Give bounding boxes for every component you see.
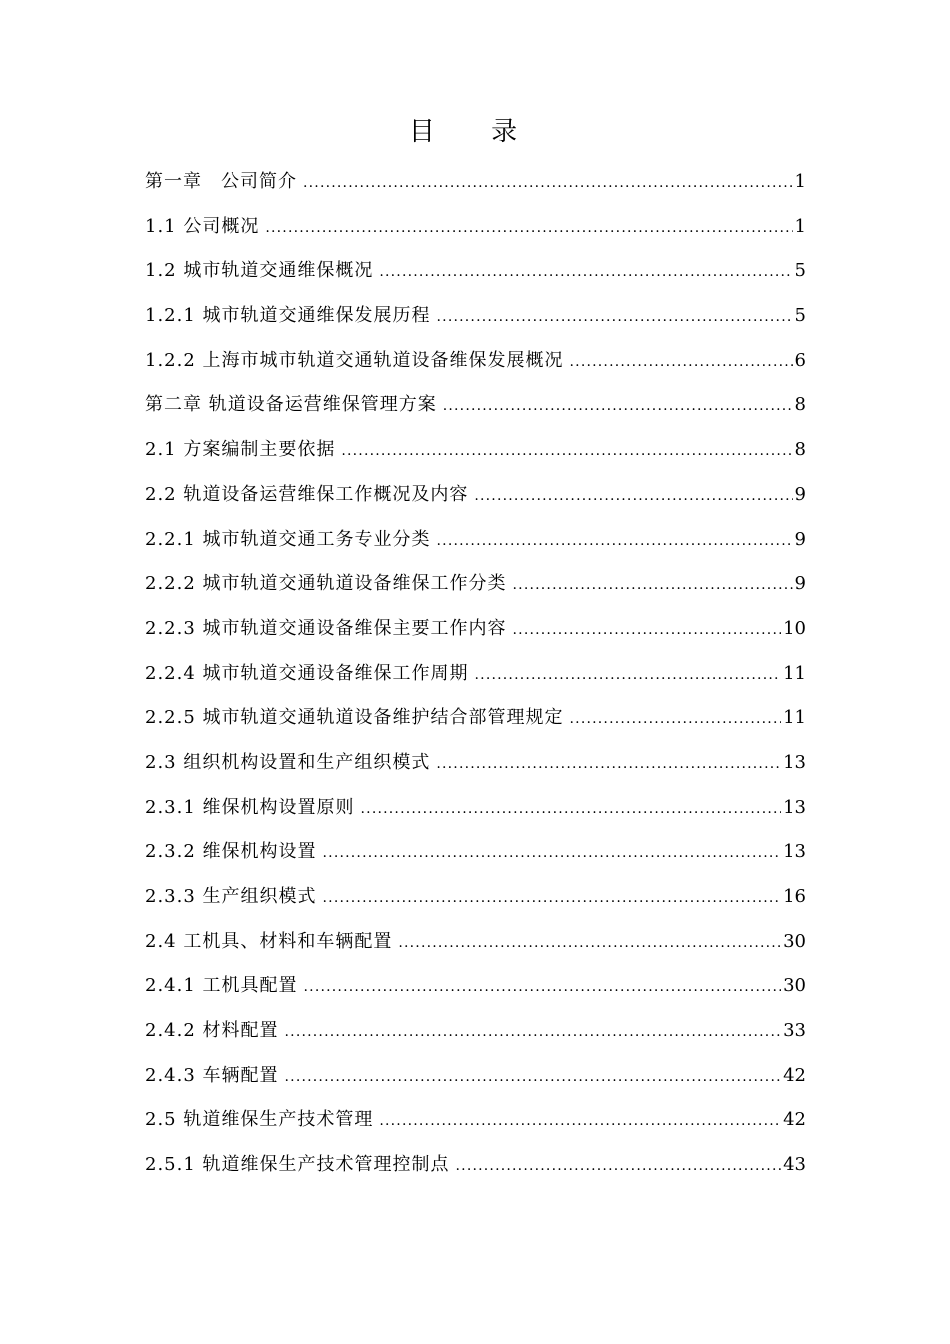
toc-entry[interactable] [145,210,806,255]
toc-entry-page: 30 [783,975,806,997]
toc-entry-page: 43 [783,1154,806,1176]
toc-entry-page: 13 [783,796,806,818]
toc-entry-label: 1.1 公司概况 [145,215,260,237]
toc-dot-leader [436,747,781,781]
toc-dot-leader [265,211,792,245]
toc-entry-label: 2.2.2 城市轨道交通轨道设备维保工作分类 [145,573,507,595]
toc-entry[interactable] [145,969,806,1014]
toc-dot-leader [379,255,792,289]
toc-entry-page: 1 [794,215,806,237]
toc-entry[interactable] [145,925,806,970]
toc-entry[interactable] [145,791,806,836]
toc-entry-page: 13 [783,751,806,773]
page-title: 目 录 [408,117,542,147]
toc-entry-label: 1.2.1 城市轨道交通维保发展历程 [145,305,431,327]
toc-entry-page: 13 [783,841,806,863]
toc-entry-page: 33 [783,1020,806,1042]
toc-dot-leader [474,479,792,513]
toc-entry[interactable] [145,1103,806,1148]
toc-dot-leader [323,836,782,870]
toc-entry-page: 10 [783,617,806,639]
toc-entry-page: 9 [794,573,806,595]
toc-dot-leader [513,613,782,647]
toc-dot-leader [513,568,793,602]
toc-entry[interactable] [145,746,806,791]
toc-dot-leader [341,434,792,468]
toc-entry-label: 2.2.1 城市轨道交通工务专业分类 [145,528,431,550]
toc-entry[interactable] [145,254,806,299]
toc-entry-label: 2.3.1 维保机构设置原则 [145,796,355,818]
toc-entry-label: 2.4.1 工机具配置 [145,975,298,997]
toc-entry-page: 8 [794,394,806,416]
toc-entry-label: 2.1 方案编制主要依据 [145,439,336,461]
toc-entry-page: 5 [794,260,806,282]
toc-dot-leader [303,166,793,200]
toc-entry-page: 11 [783,662,806,684]
toc-entry[interactable] [145,299,806,344]
toc-entry[interactable] [145,567,806,612]
toc-dot-leader [285,1060,782,1094]
toc-entry[interactable] [145,523,806,568]
toc-entry[interactable] [145,165,806,210]
toc-entry-page: 16 [783,886,806,907]
toc-entry-label: 2.2.5 城市轨道交通轨道设备维护结合部管理规定 [145,707,564,729]
toc-entry[interactable] [145,1059,806,1104]
toc-entry-label: 2.4.2 材料配置 [145,1020,279,1042]
toc-entry[interactable] [145,344,806,389]
toc-dot-leader [323,881,782,915]
toc-entry-label: 1.2.2 上海市城市轨道交通轨道设备维保发展概况 [145,349,564,371]
toc-entry-page: 1 [794,171,806,192]
toc-entry-page: 9 [794,483,806,505]
toc-entry[interactable] [145,1148,806,1193]
toc-entry[interactable] [145,388,806,433]
toc-entry-label: 第一章 公司简介 [145,171,297,192]
toc-entry-label: 第二章 轨道设备运营维保管理方案 [145,394,437,416]
toc-dot-leader [570,702,782,736]
table-of-contents [145,165,806,1193]
toc-dot-leader [475,658,782,692]
toc-entry-page: 6 [794,349,806,371]
toc-entry-page: 8 [794,439,806,461]
toc-dot-leader [304,970,782,1004]
toc-entry-label: 2.3.3 生产组织模式 [145,886,317,907]
toc-dot-leader [570,345,793,379]
toc-dot-leader [456,1149,782,1183]
toc-entry[interactable] [145,657,806,702]
toc-dot-leader [443,389,793,423]
toc-dot-leader [285,1015,782,1049]
toc-entry-label: 2.2 轨道设备运营维保工作概况及内容 [145,483,469,505]
toc-entry-label: 2.4.3 车辆配置 [145,1064,279,1086]
toc-entry-page: 30 [783,930,806,952]
toc-entry[interactable] [145,701,806,746]
toc-entry[interactable] [145,835,806,880]
toc-entry-label: 2.2.3 城市轨道交通设备维保主要工作内容 [145,617,507,639]
toc-entry-page: 11 [783,707,806,729]
toc-entry-label: 2.3.2 维保机构设置 [145,841,317,863]
toc-dot-leader [437,300,793,334]
toc-dot-leader [437,524,793,558]
toc-entry-page: 42 [783,1109,806,1131]
toc-entry-label: 2.5 轨道维保生产技术管理 [145,1109,374,1131]
toc-entry-page: 5 [794,305,806,327]
toc-entry[interactable] [145,1014,806,1059]
toc-entry-label: 2.2.4 城市轨道交通设备维保工作周期 [145,662,469,684]
toc-entry[interactable] [145,880,806,925]
toc-dot-leader [361,792,782,826]
toc-entry-page: 42 [783,1064,806,1086]
toc-dot-leader [398,926,781,960]
toc-entry-label: 2.3 组织机构设置和生产组织模式 [145,751,431,773]
toc-entry-page: 9 [794,528,806,550]
toc-dot-leader [379,1104,781,1138]
toc-entry[interactable] [145,478,806,523]
toc-entry[interactable] [145,612,806,657]
toc-entry[interactable] [145,433,806,478]
toc-entry-label: 1.2 城市轨道交通维保概况 [145,260,374,282]
toc-entry-label: 2.4 工机具、材料和车辆配置 [145,930,393,952]
toc-entry-label: 2.5.1 轨道维保生产技术管理控制点 [145,1154,450,1176]
